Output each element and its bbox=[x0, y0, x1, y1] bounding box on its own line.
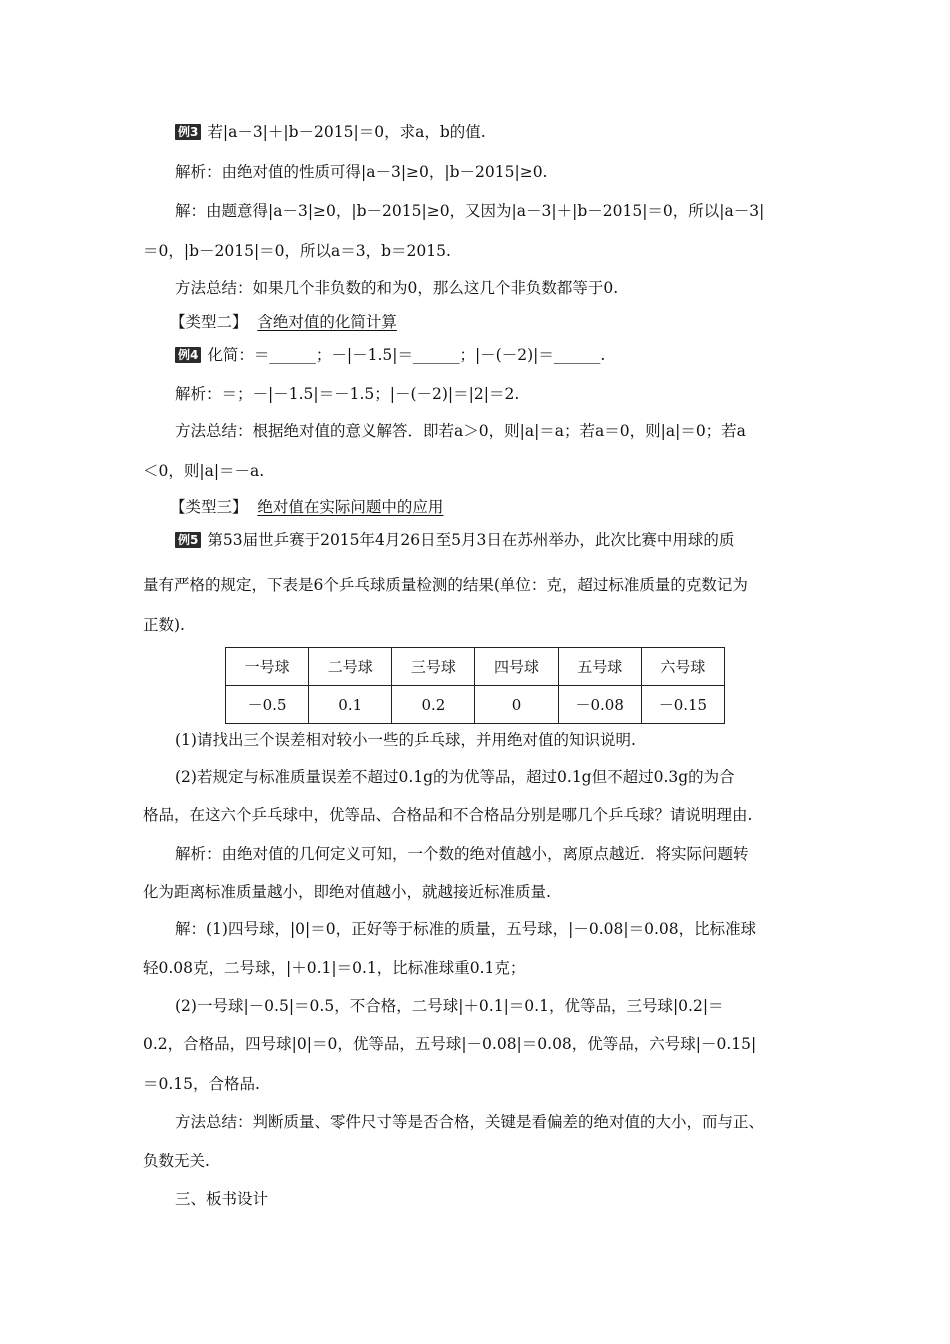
analysis-text: 解析：由绝对值的几何定义可知，一个数的绝对值越小，离原点越近．将实际问题转 bbox=[175, 845, 749, 863]
example-badge: 例5 bbox=[175, 532, 201, 548]
example-5-line bbox=[175, 530, 734, 550]
example-5-question: 正数). bbox=[143, 616, 185, 634]
table-header-cell: 三号球 bbox=[392, 648, 475, 686]
type-label: 【类型二】 bbox=[170, 313, 248, 331]
method-summary: 方法总结：根据绝对值的意义解答．即若a＞0，则|a|＝a；若a＝0，则|a|＝0；若a bbox=[175, 422, 746, 440]
solution-text: 0.2，合格品，四号球|0|＝0，优等品，五号球|－0.08|＝0.08，优等品，六号球|－0.15| bbox=[143, 1035, 757, 1053]
example-badge: 例4 bbox=[175, 347, 201, 363]
solution-text: 解：(1)四号球，|0|＝0，正好等于标准的质量，五号球，|－0.08|＝0.08，比标准球 bbox=[175, 920, 757, 938]
table-header-cell: 四号球 bbox=[475, 648, 558, 686]
table-cell: －0.08 bbox=[558, 686, 641, 724]
table-row bbox=[226, 686, 725, 724]
table-cell: －0.5 bbox=[226, 686, 309, 724]
table-cell: －0.15 bbox=[641, 686, 724, 724]
analysis-text: 解析：由绝对值的性质可得|a－3|≥0，|b－2015|≥0. bbox=[175, 163, 548, 181]
solution-text: 解：由题意得|a－3|≥0，|b－2015|≥0，又因为|a－3|＋|b－2015|＝0，所以|a－3| bbox=[175, 202, 765, 220]
example-3-line bbox=[175, 122, 486, 142]
question-2: (2)若规定与标准质量误差不超过0.1g的为优等品，超过0.1g但不超过0.3g的为合 bbox=[175, 768, 735, 786]
section-heading: 三、板书设计 bbox=[175, 1190, 269, 1208]
example-4-question: 化简：＝______；－|－1.5|＝______；|－(－2)|＝______. bbox=[207, 346, 606, 364]
example-3-question: 若|a－3|＋|b－2015|＝0，求a，b的值. bbox=[207, 123, 486, 141]
example-4-line bbox=[175, 345, 605, 365]
question-1: (1)请找出三个误差相对较小一些的乒乓球，并用绝对值的知识说明. bbox=[175, 731, 636, 749]
type-title: 绝对值在实际问题中的应用 bbox=[257, 498, 444, 516]
method-summary: 方法总结：如果几个非负数的和为0，那么这几个非负数都等于0. bbox=[175, 279, 619, 297]
type-title: 含绝对值的化简计算 bbox=[257, 313, 397, 331]
table-cell: 0 bbox=[475, 686, 558, 724]
solution-text: (2)一号球|－0.5|＝0.5，不合格，二号球|＋0.1|＝0.1，优等品，三号球|0.2|＝ bbox=[175, 997, 724, 1015]
table-cell: 0.1 bbox=[309, 686, 392, 724]
method-summary: ＜0，则|a|＝－a. bbox=[143, 462, 265, 480]
type-heading bbox=[170, 497, 443, 517]
analysis-text: 解析：＝；－|－1.5|＝－1.5；|－(－2)|＝|2|＝2. bbox=[175, 385, 520, 403]
table-header-cell: 六号球 bbox=[641, 648, 724, 686]
table-cell: 0.2 bbox=[392, 686, 475, 724]
table-header-cell: 二号球 bbox=[309, 648, 392, 686]
ball-mass-table bbox=[225, 647, 725, 724]
solution-text: ＝0，|b－2015|＝0，所以a＝3，b＝2015. bbox=[143, 242, 451, 260]
table-header-row bbox=[226, 648, 725, 686]
method-summary: 方法总结：判断质量、零件尺寸等是否合格，关键是看偏差的绝对值的大小，而与正、 bbox=[175, 1113, 765, 1131]
example-badge: 例3 bbox=[175, 124, 201, 140]
example-5-question: 量有严格的规定，下表是6个乒乓球质量检测的结果(单位：克，超过标准质量的克数记为 bbox=[143, 576, 748, 594]
example-5-question: 第53届世乒赛于2015年4月26日至5月3日在苏州举办，此次比赛中用球的质 bbox=[207, 531, 735, 549]
solution-text: 轻0.08克，二号球，|＋0.1|＝0.1，比标准球重0.1克； bbox=[143, 959, 526, 977]
question-2: 格品，在这六个乒乓球中，优等品、合格品和不合格品分别是哪几个乒乓球？请说明理由. bbox=[143, 806, 753, 824]
type-heading bbox=[170, 312, 397, 332]
method-summary: 负数无关. bbox=[143, 1152, 210, 1170]
table-header-cell: 一号球 bbox=[226, 648, 309, 686]
table-header-cell: 五号球 bbox=[558, 648, 641, 686]
type-label: 【类型三】 bbox=[170, 498, 248, 516]
solution-text: ＝0.15，合格品. bbox=[143, 1075, 260, 1093]
analysis-text: 化为距离标准质量越小，即绝对值越小，就越接近标准质量. bbox=[143, 883, 551, 901]
